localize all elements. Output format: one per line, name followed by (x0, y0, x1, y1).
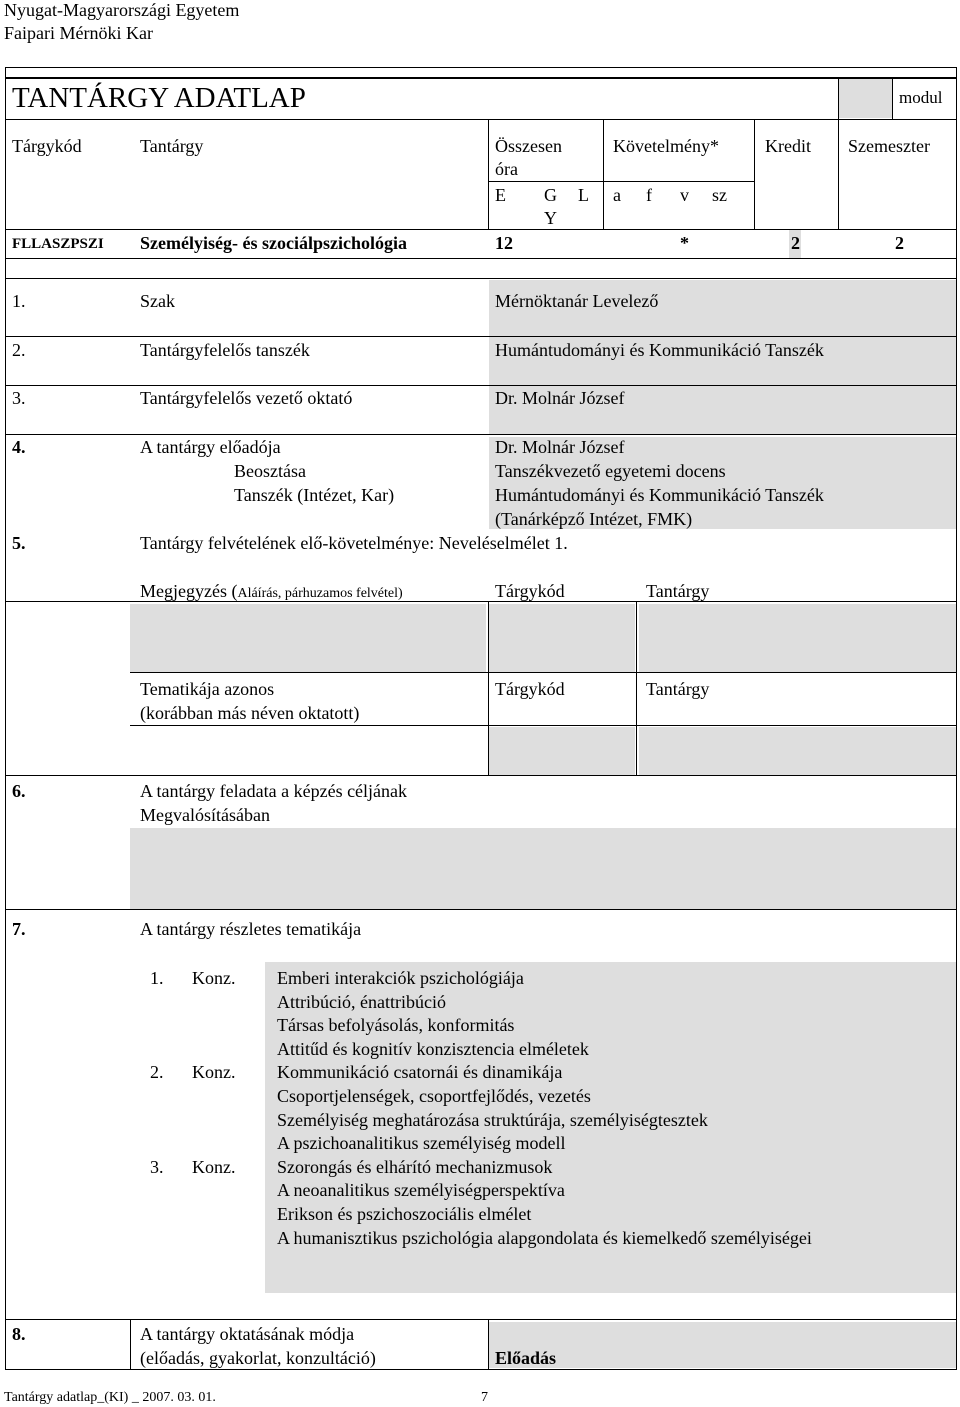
rule (130, 725, 957, 726)
row-2-value: Humántudományi és Kommunikáció Tanszék (495, 340, 824, 360)
faculty-name: Faipari Mérnöki Kar (4, 23, 153, 43)
rule (603, 119, 604, 229)
megjegyzes-shade-3 (639, 604, 956, 672)
topic-text: Attribúció, énattribúció (277, 991, 446, 1012)
university-name: Nyugat-Magyarországi Egyetem (4, 0, 240, 20)
megjegyzes-shade-2 (489, 604, 635, 672)
rule (5, 278, 957, 279)
rule (754, 119, 755, 229)
rule (5, 67, 957, 68)
course-hours: 12 (495, 233, 513, 253)
rule (956, 67, 957, 1370)
course-req: * (680, 233, 689, 253)
topic-num: 2. (150, 1062, 164, 1083)
tematika-azonos-line1: Tematikája azonos (140, 679, 275, 699)
row-3-num: 3. (12, 388, 26, 408)
megjegyzes-targykod: Tárgykód (495, 581, 565, 601)
row-8-line1: A tantárgy oktatásának módja (140, 1324, 355, 1344)
topic-text: Csoportjelenségek, csoportfejlődés, vezetés (277, 1086, 591, 1106)
row-3-value: Dr. Molnár József (495, 388, 625, 408)
rule (488, 181, 754, 182)
row-4-value-4: (Tanárképző Intézet, FMK) (495, 509, 693, 529)
row-4-label-2: Beosztása (234, 461, 306, 481)
tematika-tantargy: Tantárgy (646, 679, 710, 699)
row-8-line2: (előadás, gyakorlat, konzultáció) (140, 1348, 376, 1368)
rule (5, 67, 6, 1370)
footer-text: Tantárgy adatlap_(KI) _ 2007. 03. 01. (4, 1390, 216, 1405)
rule (5, 77, 957, 79)
rule (5, 775, 957, 776)
rule (636, 601, 637, 775)
sub-v: v (680, 185, 689, 205)
rule (130, 672, 957, 673)
row-8-shade (489, 1322, 956, 1368)
rule (5, 909, 957, 910)
topic-num: 1. (150, 968, 164, 988)
row-6-shade (130, 828, 956, 909)
topic-text: Erikson és pszichoszociális elmélet (277, 1204, 532, 1224)
topic-text: Személyiség meghatározása struktúrája, személyiségtesztek (277, 1109, 708, 1130)
rule (488, 601, 489, 775)
rule (5, 119, 957, 120)
row-8-value: Előadás (495, 1348, 557, 1368)
modul-shade (839, 78, 892, 118)
topic-text: Kommunikáció csatornái és dinamikája (277, 1062, 563, 1083)
megjegyzes-tantargy: Tantárgy (646, 581, 710, 601)
row-4-label-3: Tanszék (Intézet, Kar) (234, 485, 395, 505)
topic-text: Szorongás és elhárító mechanizmusok (277, 1156, 553, 1177)
topic-text: A neoanalitikus személyiségperspektíva (277, 1180, 565, 1201)
page-title: TANTÁRGY ADATLAP (12, 82, 306, 114)
tematika-shade-1 (489, 727, 635, 775)
row-5-num: 5. (12, 533, 26, 553)
topic-text: A pszichoanalitikus személyiség modell (277, 1133, 566, 1154)
row-6-num: 6. (12, 781, 26, 801)
row-7-label: A tantárgy részletes tematikája (140, 919, 362, 939)
rule (488, 119, 489, 229)
row-1-value: Mérnöktanár Levelező (495, 291, 659, 311)
row-8-num: 8. (12, 1324, 26, 1344)
row-4-value-2: Tanszékvezető egyetemi docens (495, 461, 726, 481)
topic-type: Konz. (192, 1156, 236, 1177)
sub-g: G (544, 185, 557, 205)
rule (5, 434, 957, 435)
rule (5, 229, 957, 230)
col-ora: óra (495, 159, 518, 179)
course-semester: 2 (895, 233, 904, 253)
sub-sz: sz (712, 185, 727, 205)
rule (838, 119, 839, 229)
row-6-line1: A tantárgy feladata a képzés céljának (140, 781, 408, 801)
row-4-value-3: Humántudományi és Kommunikáció Tanszék (495, 485, 824, 505)
row-3-label: Tantárgyfelelős vezető oktató (140, 388, 353, 408)
row-6-line2: Megvalósításában (140, 805, 270, 825)
sub-f: f (646, 185, 652, 205)
sub-l: L (578, 185, 589, 205)
rule (838, 77, 839, 119)
topic-text: A humanisztikus pszichológia alapgondolata és kiemelkedő személyiségei (277, 1227, 812, 1248)
course-code: FLLASZPSZI (12, 236, 104, 252)
rule (130, 1319, 131, 1369)
row-1-label: Szak (140, 291, 175, 311)
megjegyzes-shade-1 (130, 604, 486, 672)
row-7-num: 7. (12, 919, 26, 939)
sub-a: a (613, 185, 621, 205)
megjegyzes-label: Megjegyzés (Aláírás, párhuzamos felvétel) (140, 581, 403, 601)
row-2-label: Tantárgyfelelős tanszék (140, 340, 310, 360)
topic-text: Emberi interakciók pszichológiája (277, 968, 524, 988)
topic-text: Attitűd és kognitív konzisztencia elméletek (277, 1038, 589, 1059)
row-2-num: 2. (12, 340, 26, 360)
tematika-azonos-line2: (korábban más néven oktatott) (140, 703, 360, 723)
rule (892, 77, 893, 119)
col-kovetelmeny: Követelmény* (613, 136, 719, 156)
sub-e: E (495, 185, 506, 205)
rule (5, 385, 957, 386)
course-credit: 2 (791, 233, 800, 253)
page-number: 7 (481, 1390, 488, 1405)
modul-label: modul (899, 88, 943, 107)
col-kredit: Kredit (765, 136, 811, 156)
col-szemeszter: Szemeszter (848, 136, 930, 156)
row-4-label-1: A tantárgy előadója (140, 437, 281, 457)
tematika-shade-2 (639, 727, 956, 775)
tematika-targykod: Tárgykód (495, 679, 565, 699)
row-4-value-1: Dr. Molnár József (495, 437, 625, 457)
row-1-num: 1. (12, 291, 26, 311)
topic-type: Konz. (192, 1062, 236, 1083)
col-targykod: Tárgykód (12, 136, 82, 156)
row-4-num: 4. (12, 437, 26, 457)
rule (488, 1319, 489, 1369)
col-tantargy: Tantárgy (140, 136, 204, 156)
topic-type: Konz. (192, 968, 236, 988)
course-name: Személyiség- és szociálpszichológia (140, 233, 407, 253)
rule (5, 1319, 957, 1320)
row-5-text: Tantárgy felvételének elő-követelménye: Neveléselmélet 1. (140, 533, 568, 553)
topic-num: 3. (150, 1156, 164, 1177)
sub-y: Y (544, 208, 557, 228)
col-osszesen: Összesen (495, 136, 562, 156)
rule (5, 336, 957, 337)
rule (5, 258, 957, 259)
topic-text: Társas befolyásolás, konformitás (277, 1015, 515, 1036)
